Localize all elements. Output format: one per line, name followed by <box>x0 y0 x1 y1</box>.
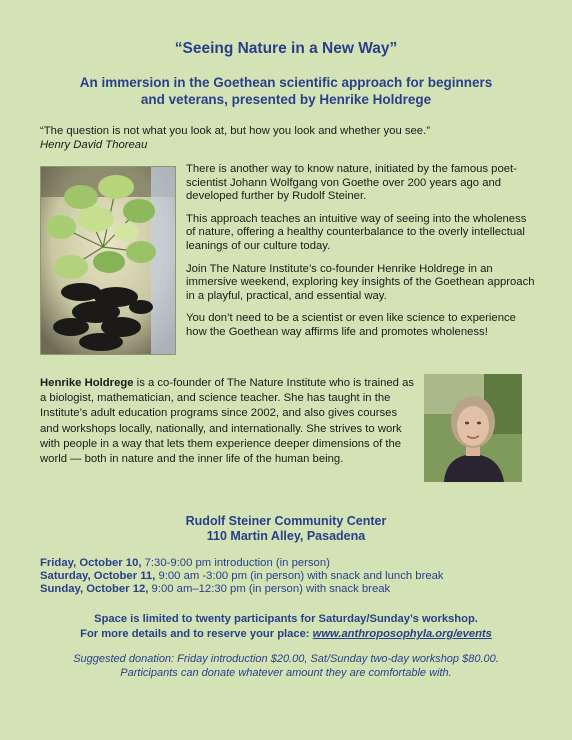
subtitle-line-2: and veterans, presented by Henrike Holdrege <box>140 92 432 107</box>
presenter-photo <box>424 374 522 482</box>
donation-line-2: Participants can donate whatever amount they are comfortable with. <box>120 667 452 679</box>
painting-image <box>41 167 175 354</box>
donation-notice <box>0 652 572 680</box>
schedule-list <box>40 557 540 596</box>
presenter-name: Henrike Holdrege <box>40 377 134 389</box>
portrait-image <box>424 374 522 482</box>
reserve-line <box>0 627 572 642</box>
event-subtitle <box>20 74 552 108</box>
schedule-details: 9:00 am–12:30 pm (in person) with snack break <box>148 583 391 595</box>
schedule-details: 7:30-9:00 pm introduction (in person) <box>141 557 330 569</box>
epigraph-quote <box>40 124 540 152</box>
intro-paragraph: There is another way to know nature, initiated by the famous poet-scientist Johann Wolfgang von Goethe over 200 years ago and developed further by Rudolf Steiner. <box>186 163 517 203</box>
schedule-day: Sunday, October 12, <box>40 583 149 595</box>
venue-address: 110 Martin Alley, Pasadena <box>206 529 366 543</box>
intro-paragraph: You don’t need to be a scientist or even like science to experience how the Goethean way affirms life and promotes wholeness! <box>186 312 516 338</box>
schedule-day: Saturday, October 11, <box>40 570 156 582</box>
subtitle-line-1: An immersion in the Goethean scientific approach for beginners <box>79 75 493 90</box>
schedule-row-sunday <box>40 583 540 596</box>
intro-text <box>186 163 538 349</box>
intro-paragraph: Join The Nature Institute’s co-founder Henrike Holdrege in an immersive weekend, exploring key insights of the Goethean approach in a playful, practical, and essential way. <box>186 262 535 302</box>
quote-text: “The question is not what you look at, but how you look and whether you see.” <box>40 125 430 137</box>
schedule-day: Friday, October 10, <box>40 557 142 569</box>
presenter-bio <box>40 376 416 467</box>
venue-block <box>0 514 572 544</box>
schedule-details: 9:00 am -3:00 pm (in person) with snack and lunch break <box>155 570 444 582</box>
registration-notice <box>0 612 572 642</box>
event-title: “Seeing Nature in a New Way” <box>174 40 398 57</box>
schedule-row-saturday <box>40 570 540 583</box>
space-notice: Space is limited to twenty participants for Saturday/Sunday’s workshop. <box>94 613 478 625</box>
quote-author: Henry David Thoreau <box>40 139 148 151</box>
reserve-text: For more details and to reserve your place: <box>80 628 313 640</box>
bio-text: is a co-founder of The Nature Institute who is trained as a biologist, mathematician, and science teacher. She has taught in the Institute’s adult education programs since 2002, and also gives courses and workshops locally, nationally, and internationally. She strives to work with people in a way that lets them experience deeper dimensions of the world — both in nature and the inner life of the human being. <box>40 377 415 466</box>
schedule-row-friday <box>40 557 540 570</box>
venue-name: Rudolf Steiner Community Center <box>185 514 387 528</box>
nasturtium-painting <box>40 166 176 355</box>
reserve-link[interactable]: www.anthroposophyla.org/events <box>312 628 492 640</box>
donation-line-1: Suggested donation: Friday introduction $20.00, Sat/Sunday two-day workshop $80.00. <box>73 653 499 665</box>
intro-paragraph: This approach teaches an intuitive way of seeing into the wholeness of nature, offering a healthy counterbalance to the overly intellectual leanings of our culture today. <box>186 212 527 252</box>
